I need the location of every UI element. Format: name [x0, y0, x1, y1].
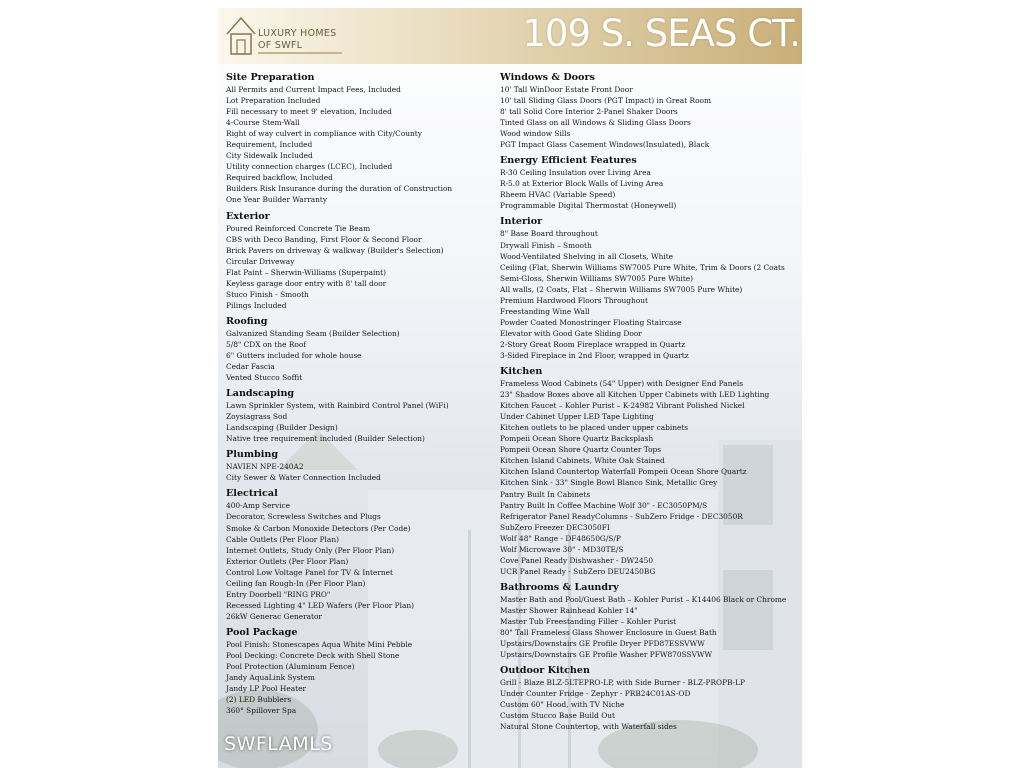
spec-item: 8" Base Board throughout — [500, 229, 598, 239]
spec-item: Pilings Included — [226, 300, 287, 310]
mls-watermark: SWFLAMLS — [224, 733, 333, 755]
section-roofing — [226, 316, 488, 383]
spec-item: Wolf 48" Range - DF48650G/S/P — [500, 533, 621, 543]
spec-item: 360° Spillover Spa — [226, 706, 297, 716]
spec-item: 80" Tall Frameless Glass Shower Enclosure in Guest Bath — [500, 628, 717, 638]
spec-item: Galvanized Standing Seam (Builder Selection) — [226, 328, 400, 338]
section-title: Bathrooms & Laundry — [500, 581, 619, 593]
spec-item: Right of way culvert in compliance with City/County — [226, 129, 422, 139]
spec-item: Drywall Finish – Smooth — [500, 240, 592, 250]
spec-item: 8' tall Solid Core Interior 2-Panel Shaker Doors — [500, 107, 678, 117]
spec-item: Refrigerator Panel ReadyColumns - SubZero Fridge - DEC3050R — [500, 511, 743, 521]
spec-item: 3-Sided Fireplace in 2nd Floor, wrapped in Quartz — [500, 350, 689, 360]
spec-item: Keyless garage door entry with 8' tall door — [226, 278, 387, 288]
spec-item: Pantry Built In Coffee Machine Wolf 30" - EC3050PM/S — [500, 500, 708, 510]
spec-item: Kitchen outlets to be placed under upper cabinets — [500, 423, 689, 433]
section-pool-package — [226, 627, 488, 716]
spec-item: (2) LED Bubblers — [226, 695, 292, 705]
spec-item: Upstairs/Downstairs GE Profile Dryer PFD87ESSVWW — [500, 639, 705, 649]
spec-item: Poured Reinforced Concrete Tie Beam — [226, 223, 371, 233]
spec-item: Zoysiagrass Sod — [226, 412, 288, 422]
spec-item: 4-Course Stem-Wall — [226, 118, 300, 128]
section-title: Energy Efficient Features — [500, 155, 637, 167]
spec-item: Jandy LP Pool Heater — [226, 684, 307, 694]
spec-item: Freestanding Wine Wall — [500, 306, 590, 316]
spec-item: All Permits and Current Impact Fees, Included — [226, 85, 401, 94]
spec-item: City Sidewalk Included — [226, 151, 313, 161]
spec-item: Pool Finish: Stonescapes Aqua White Mini Pebble — [226, 639, 413, 649]
section-electrical — [226, 488, 488, 622]
spec-item: One Year Builder Warranty — [226, 195, 328, 205]
spec-item: All walls, (2 Coats, Flat – Sherwin Williams SW7005 Pure White) — [500, 284, 743, 294]
spec-item: Tinted Glass on all Windows & Sliding Glass Doors — [500, 118, 691, 128]
spec-item: Vented Stucco Soffit — [226, 373, 303, 383]
logo-underline — [258, 52, 342, 54]
spec-item: Control Low Voltage Panel for TV & Internet — [226, 567, 394, 577]
spec-item: Pantry Built In Cabinets — [500, 489, 591, 499]
spec-item: Exterior Outlets (Per Floor Plan) — [226, 556, 349, 566]
section-outdoor-kitchen — [500, 665, 800, 732]
spec-item: Programmable Digital Thermostat (Honeywell) — [500, 201, 677, 211]
spec-item: Requirement, Included — [226, 140, 313, 150]
spec-item: 26kW Generac Generator — [226, 611, 322, 621]
spec-item: Master Bath and Pool/Guest Bath – Kohler Purist – K14406 Black or Chrome — [500, 594, 787, 604]
spec-item: Internet Outlets, Study Only (Per Floor Plan) — [226, 545, 395, 555]
house-logo-icon — [224, 12, 258, 58]
spec-item: Pool Decking: Concrete Deck with Shell Stone — [226, 650, 400, 660]
spec-item: Pool Protection (Aluminum Fence) — [226, 662, 355, 672]
spec-item: Cove Panel Ready Dishwasher - DW2450 — [500, 555, 654, 565]
section-title: Site Preparation — [226, 72, 315, 83]
spec-item: Master Shower Rainhead Kohler 14" — [500, 605, 638, 615]
spec-item: Decorator, Screwless Switches and Plugs — [226, 512, 381, 522]
spec-item: Kitchen Faucet – Kohler Purist – K-24982 Vibrant Polished Nickel — [500, 401, 745, 411]
spec-item: Entry Doorbell "RING PRO" — [226, 589, 331, 599]
spec-item: Wolf Microwave 30" - MD30TE/S — [500, 544, 624, 554]
spec-item: Master Tub Freestanding Filler – Kohler Purist — [500, 616, 677, 626]
spec-item: Custom Stucco Base Build Out — [500, 711, 615, 721]
spec-item: Native tree requirement included (Builder Selection) — [226, 434, 425, 444]
spec-item: PGT Impact Glass Casement Windows(Insulated), Black — [500, 140, 710, 150]
section-landscaping — [226, 388, 488, 444]
spec-item: Semi-Gloss, Sherwin Williams SW7005 Pure White) — [500, 273, 694, 283]
spec-item: City Sewer & Water Connection Included — [226, 473, 381, 483]
spec-item: Landscaping (Builder Design) — [226, 423, 338, 433]
section-site-preparation — [226, 72, 488, 206]
spec-sheet — [218, 0, 802, 768]
spec-item: Lot Preparation Included — [226, 96, 321, 106]
section-title: Interior — [500, 216, 543, 228]
spec-item: UCR Panel Ready - SubZero DEU2450BG — [500, 566, 656, 576]
spec-item: Pompeii Ocean Shore Quartz Backsplash — [500, 434, 654, 444]
section-energy-efficient-features — [500, 155, 800, 211]
section-plumbing — [226, 449, 488, 483]
section-title: Outdoor Kitchen — [500, 665, 590, 677]
spec-item: Jandy AquaLink System — [226, 673, 315, 683]
spec-item: Lawn Sprinkler System, with Rainbird Control Panel (WiFi) — [226, 401, 449, 411]
section-title: Pool Package — [226, 626, 298, 638]
spec-item: Wood window Sills — [500, 129, 571, 139]
spec-item: Grill - Blaze BLZ-5LTEPRO-LP, with Side Burner - BLZ-PROPB-LP — [500, 678, 746, 688]
spec-item: Stuco Finish - Smooth — [226, 289, 309, 299]
spec-item: Ceiling fan Rough-In (Per Floor Plan) — [226, 578, 366, 588]
spec-item: Upstairs/Downstairs GE Profile Washer PFW870SSVWW — [500, 650, 713, 660]
spec-item: 5/8" CDX on the Roof — [226, 339, 307, 349]
spec-item: NAVIEN NPE-240A2 — [226, 462, 304, 472]
spec-item: Flat Paint – Sherwin-Williams (Superpaint) — [226, 267, 386, 277]
right-column — [500, 72, 800, 737]
section-exterior — [226, 211, 488, 311]
spec-item: R-30 Ceiling Insulation over Living Area — [500, 168, 651, 178]
spec-item: Smoke & Carbon Monoxide Detectors (Per Code) — [226, 523, 411, 533]
left-column — [226, 72, 488, 721]
section-title: Kitchen — [500, 366, 543, 378]
section-title: Windows & Doors — [500, 72, 595, 83]
spec-item: SubZero Freezer DEC3050FI — [500, 522, 610, 532]
spec-item: 23" Shadow Boxes above all Kitchen Upper Cabinets with LED Lighting — [500, 390, 770, 400]
spec-item: Cedar Fascia — [226, 362, 275, 372]
property-address: 109 S. SEAS CT. — [522, 12, 800, 55]
spec-item: Kitchen Island Cabinets, White Oak Stained — [500, 456, 665, 466]
logo-line-2: OF SWFL — [258, 40, 303, 51]
spec-item: Under Cabinet Upper LED Tape Lighting — [500, 412, 654, 422]
spec-item: Elevator with Good Gate Sliding Door — [500, 328, 642, 338]
section-kitchen — [500, 366, 800, 577]
section-title: Plumbing — [226, 449, 279, 461]
spec-item: Rheem HVAC (Variable Speed) — [500, 190, 616, 200]
company-logo — [224, 12, 344, 60]
spec-item: Utility connection charges (LCEC), Included — [226, 162, 393, 172]
spec-item: Premium Hardwood Floors Throughout — [500, 295, 648, 305]
spec-item: Fill necessary to meet 9' elevation, Included — [226, 107, 392, 117]
spec-item: Under Counter Fridge - Zephyr - PRB24C01AS-OD — [500, 689, 691, 699]
spec-item: Recessed Lighting 4" LED Wafers (Per Floor Plan) — [226, 600, 415, 610]
spec-item: 6" Gutters included for whole house — [226, 350, 362, 360]
spec-item: Brick Pavers on driveway & walkway (Builder's Selection) — [226, 245, 444, 255]
spec-item: Required backflow, Included — [226, 173, 333, 183]
spec-item: Kitchen Island Countertop Waterfall Pompeii Ocean Shore Quartz — [500, 467, 747, 477]
spec-item: Frameless Wood Cabinets (54" Upper) with Designer End Panels — [500, 379, 744, 389]
spec-item: Pompeii Ocean Shore Quartz Counter Tops — [500, 445, 662, 455]
spec-item: 400-Amp Service — [226, 501, 291, 511]
spec-item: Custom 60" Hood, with TV Niche — [500, 700, 625, 710]
spec-item: 2-Story Great Room Fireplace wrapped in Quartz — [500, 339, 686, 349]
spec-item: Cable Outlets (Per Floor Plan) — [226, 534, 339, 544]
spec-item: Natural Stone Countertop, with Waterfall sides — [500, 722, 677, 732]
section-title: Electrical — [226, 488, 278, 500]
spec-item: CBS with Deco Banding, First Floor & Second Floor — [226, 234, 422, 244]
section-title: Landscaping — [226, 388, 295, 400]
section-interior — [500, 216, 800, 361]
section-title: Exterior — [226, 210, 270, 222]
spec-item: Builders Risk Insurance during the duration of Construction — [226, 184, 453, 194]
section-title: Roofing — [226, 315, 268, 327]
spec-item: Kitchen Sink - 33" Single Bowl Blanco Sink, Metallic Grey — [500, 478, 718, 488]
spec-item: 10' Tall WinDoor Estate Front Door — [500, 85, 633, 94]
section-bathrooms-and-laundry — [500, 582, 800, 660]
spec-item: Wood-Ventilated Shelving in all Closets, White — [500, 251, 674, 261]
header-banner — [218, 8, 802, 64]
logo-line-1: LUXURY HOMES — [258, 28, 337, 39]
spec-item: Ceiling (Flat, Sherwin Williams SW7005 Pure White, Trim & Doors (2 Coats — [500, 262, 785, 272]
spec-item: R-5.0 at Exterior Block Walls of Living Area — [500, 179, 664, 189]
spec-item: Powder Coated Monostringer Floating Staircase — [500, 317, 682, 327]
section-windows-and-doors — [500, 72, 800, 150]
spec-item: 10' tall Sliding Glass Doors (PGT Impact) in Great Room — [500, 96, 711, 106]
spec-item: Circular Driveway — [226, 256, 295, 266]
